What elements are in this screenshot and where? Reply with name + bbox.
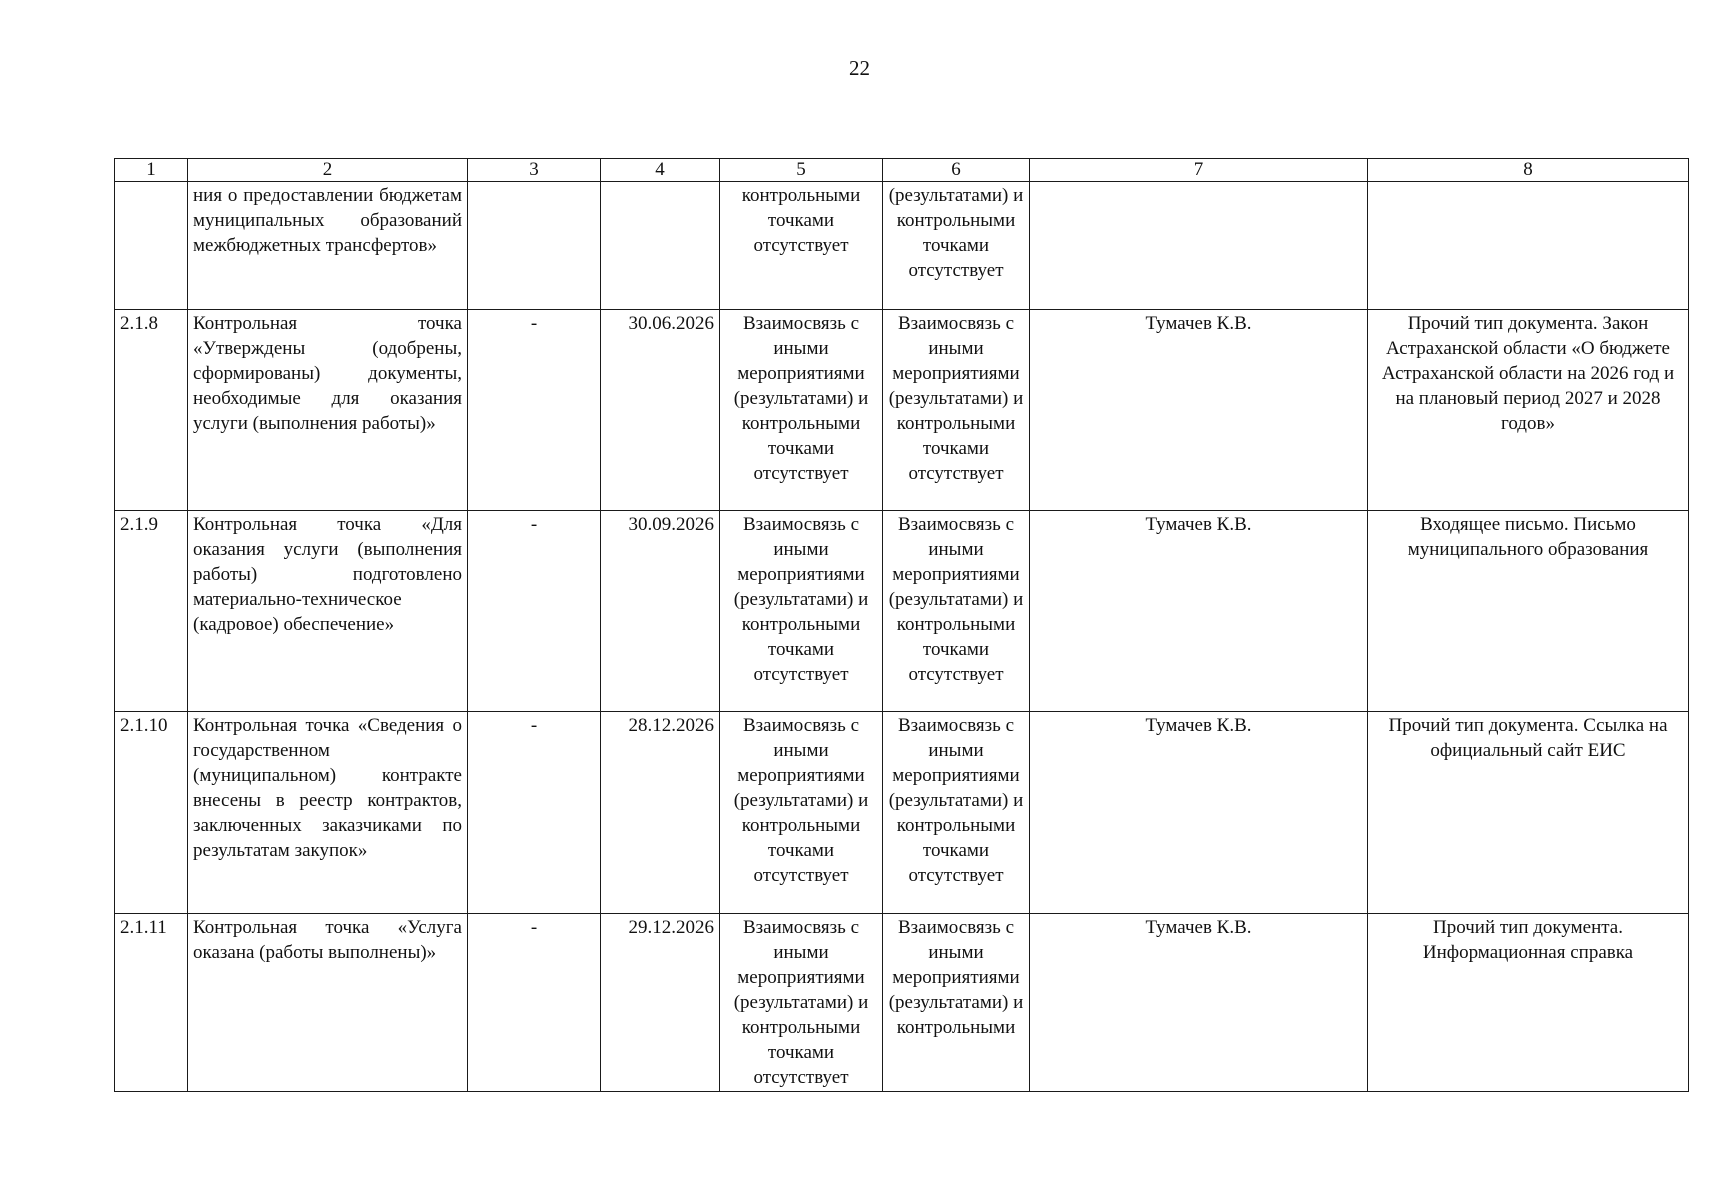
- column-header-7: 7: [1030, 159, 1368, 182]
- due-date: 30.09.2026: [601, 511, 720, 712]
- column-header-8: 8: [1368, 159, 1689, 182]
- table-row: [115, 914, 1689, 1092]
- column-header-3: 3: [468, 159, 601, 182]
- column-3-value: -: [468, 310, 601, 511]
- row-number: [115, 182, 188, 310]
- responsible-person: Тумачев К.В.: [1030, 511, 1368, 712]
- column-3-value: [468, 182, 601, 310]
- relation-events: Взаимосвязь с иными мероприятиями (результатами) и контрольными точками отсутствует: [720, 712, 883, 914]
- relation-other: Взаимосвязь с иными мероприятиями (результатами) и контрольными точками отсутствует: [883, 712, 1030, 914]
- row-number: 2.1.11: [115, 914, 188, 1092]
- due-date: 29.12.2026: [601, 914, 720, 1092]
- relation-other: Взаимосвязь с иными мероприятиями (результатами) и контрольными точками отсутствует: [883, 511, 1030, 712]
- document-type: [1368, 182, 1689, 310]
- column-header-1: 1: [115, 159, 188, 182]
- document-type: Прочий тип документа. Информационная справка: [1368, 914, 1689, 1092]
- responsible-person: Тумачев К.В.: [1030, 712, 1368, 914]
- table-row: [115, 511, 1689, 712]
- table-row: [115, 310, 1689, 511]
- relation-other: Взаимосвязь с иными мероприятиями (результатами) и контрольными точками отсутствует: [883, 310, 1030, 511]
- control-point-name: Контрольная точка «Для оказания услуги (выполнения работы) подготовлено материально-техническое (кадровое) обеспечение»: [188, 511, 468, 712]
- relation-events: Взаимосвязь с иными мероприятиями (результатами) и контрольными точками отсутствует: [720, 914, 883, 1092]
- relation-events: контрольными точками отсутствует: [720, 182, 883, 310]
- due-date: 28.12.2026: [601, 712, 720, 914]
- column-header-5: 5: [720, 159, 883, 182]
- table-row: [115, 182, 1689, 310]
- control-point-name: Контрольная точка «Сведения о государственном (муниципальном) контракте внесены в реестр контрактов, заключенных заказчиками по результатам закупок»: [188, 712, 468, 914]
- responsible-person: Тумачев К.В.: [1030, 310, 1368, 511]
- relation-other: (результатами) и контрольными точками отсутствует: [883, 182, 1030, 310]
- column-3-value: -: [468, 712, 601, 914]
- control-points-table: [114, 158, 1689, 1092]
- page-number: 22: [849, 56, 870, 80]
- control-point-name: Контрольная точка «Услуга оказана (работы выполнены)»: [188, 914, 468, 1092]
- relation-other: Взаимосвязь с иными мероприятиями (результатами) и контрольными: [883, 914, 1030, 1092]
- relation-events: Взаимосвязь с иными мероприятиями (результатами) и контрольными точками отсутствует: [720, 310, 883, 511]
- column-header-2: 2: [188, 159, 468, 182]
- document-type: Прочий тип документа. Закон Астраханской области «О бюджете Астраханской области на 2026 год и на плановый период 2027 и 2028 годов»: [1368, 310, 1689, 511]
- row-number: 2.1.10: [115, 712, 188, 914]
- column-number-header-row: [115, 159, 1689, 182]
- column-3-value: -: [468, 914, 601, 1092]
- document-type: Прочий тип документа. Ссылка на официальный сайт ЕИС: [1368, 712, 1689, 914]
- column-header-6: 6: [883, 159, 1030, 182]
- due-date: [601, 182, 720, 310]
- document-type: Входящее письмо. Письмо муниципального образования: [1368, 511, 1689, 712]
- control-point-name: Контрольная точка «Утверждены (одобрены, сформированы) документы, необходимые для оказания услуги (выполнения работы)»: [188, 310, 468, 511]
- table-row: [115, 712, 1689, 914]
- column-header-4: 4: [601, 159, 720, 182]
- row-number: 2.1.9: [115, 511, 188, 712]
- column-3-value: -: [468, 511, 601, 712]
- relation-events: Взаимосвязь с иными мероприятиями (результатами) и контрольными точками отсутствует: [720, 511, 883, 712]
- responsible-person: Тумачев К.В.: [1030, 914, 1368, 1092]
- responsible-person: [1030, 182, 1368, 310]
- due-date: 30.06.2026: [601, 310, 720, 511]
- row-number: 2.1.8: [115, 310, 188, 511]
- control-point-name: ния о предоставлении бюджетам муниципальных образований межбюджетных трансфертов»: [188, 182, 468, 310]
